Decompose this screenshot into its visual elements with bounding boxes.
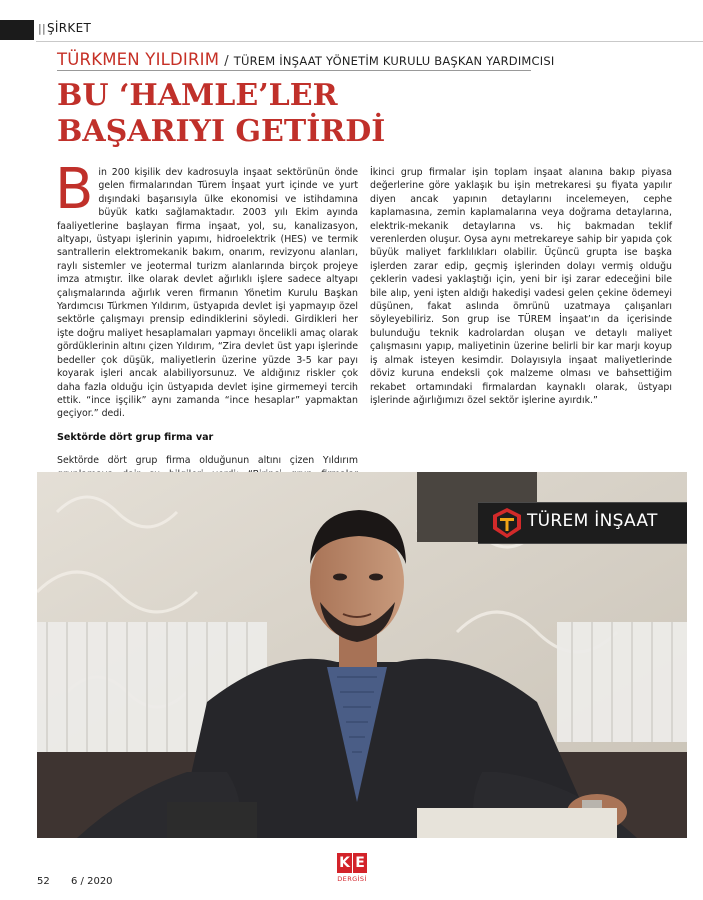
headline-line-2: BAŞARIYI GETİRDİ: [57, 114, 386, 149]
article-paragraph: in 200 kişilik dev kadrosuyla inşaat sektörünün önde gelen firmalarından Türem İnşaat yurt içinde ve yurt dışındaki başarısıyla ülke ekonomisi ve istihdamına büyük katkı sağlamaktadır. 2003 yılı Ekim ayında faaliyetlerine başlayan firma inşaat, yol, su, kanalizasyon, altyapı, üstyapı işlerinin yapımı, hidroelektrik (HES) ve termik santrallerin elektromekanik bakım, onarım, revizyonu alanları, raylı sistemler ve jeotermal turizm alanlarında birçok projeye imza atmıştır. İlke olarak devlet ağırlıklı işlere sadece altyapı çalışmalarında ağırlık veren firmanın Yönetim Kurulu Başkan Yardımcısı Türkmen Yıldırım, üstyapıda devlet işi yapmayıp özel sektörle çalışmayı prensip edindiklerini söyledi. Girdikleri her işte doğru maliyet hesaplamaları yapmayı öncelikli amaç olarak gördüklerinin altını çizen Yıldırım, “Zira devlet üst yapı işlerinde bedeller çok düşük, maliyetlerin üzerine yüzde 3-5 kar payı koyarak işleri ancak alabiliyorsunuz. Ve aldığınız riskler çok daha fazla olduğu için üstyapıda devlet işine girmemeyi tercih ettik. “ince işçilik” aynı zamanda “ince hesaplar” yapmaktan geçiyor.” dedi.: [57, 167, 358, 420]
section-bar: [0, 20, 34, 40]
byline-separator: /: [224, 54, 229, 69]
article-subheading: Sektörde dört grup firma var: [57, 431, 214, 443]
ke-dergisi-logo: [337, 853, 367, 889]
article-paragraph: Sektörde dört grup firma olduğunun altını çizen Yıldırım: [57, 455, 358, 467]
brand-overlay: [478, 502, 687, 544]
turem-logo-icon: [492, 507, 522, 539]
interviewee-role: TÜREM İNŞAAT YÖNETİM KURULU BAŞKAN YARDIMCISI: [233, 54, 555, 68]
drop-cap: B: [55, 157, 94, 222]
section-tag: [38, 21, 91, 35]
article-column-left: [55, 157, 358, 521]
issue-date: 6 / 2020: [71, 876, 113, 887]
headline-line-1: BU ‘HAMLE’LER: [57, 78, 338, 113]
section-ticks: ||: [38, 22, 47, 35]
interviewee-name: TÜRKMEN YILDIRIM: [57, 50, 220, 69]
byline: [57, 50, 554, 69]
logo-subtitle: DERGİSİ: [337, 875, 367, 883]
headline: [57, 78, 385, 150]
article-paragraph: İkinci grup firmalar işin toplam inşaat alanına bakıp piyasa değerlerine göre yaklaşık bu işin metrekaresi şu fiyata yapılır diyen ancak yapının detaylarını incelemeyen, cephe kaplamasına, zemin kaplamalarına veya doğrama detaylarına, elektrik-mekanik detaylarına vs. hiç bakmadan teklif verenlerden oluşur. Oysa aynı metrekareye sahip bir yapıda çok büyük maliyet farklılıkları olabilir. Üçüncü grupta ise başka işlerden zarar edip, geçmiş işlerinden dolayı vermiş olduğu çeklerin vadesi yaklaştığı için, yeni bir işi zarar edeceğini bile bile alıp, yeni işten aldığı hakedişi vadesi gelen çekine ödemeyi düşünen, fakat aslında ömrünü uzatmaya çalışanları söyleyebiliriz. Son grup ise TÜREM İnşaat’ın da içerisinde bulunduğu teknik kadrolardan oluşan ve detaylı maliyet çalışmasını yapıp, maliyetinin üzerine belirli bir kar marjı koyup iş almak isteyen kesimdir. Dolayısıyla inşaat maliyetlerinde döviz kuruna endeksli çok malzeme olması ve bahsettiğim rekabet ortamındaki firmalardan kaynaklı olarak, üstyapı işlerinde ağırlığımızı özel sektör işlerine ayırdık.”: [370, 167, 672, 406]
byline-rule: [57, 70, 531, 71]
section-divider: [36, 41, 703, 42]
section-label: ŞİRKET: [47, 21, 92, 35]
article-column-right: [370, 166, 672, 407]
brand-name: TÜREM İNŞAAT: [527, 511, 658, 531]
logo-letter-e: E: [353, 853, 367, 873]
logo-letter-k: K: [337, 853, 352, 873]
page-number: 52: [37, 876, 50, 887]
